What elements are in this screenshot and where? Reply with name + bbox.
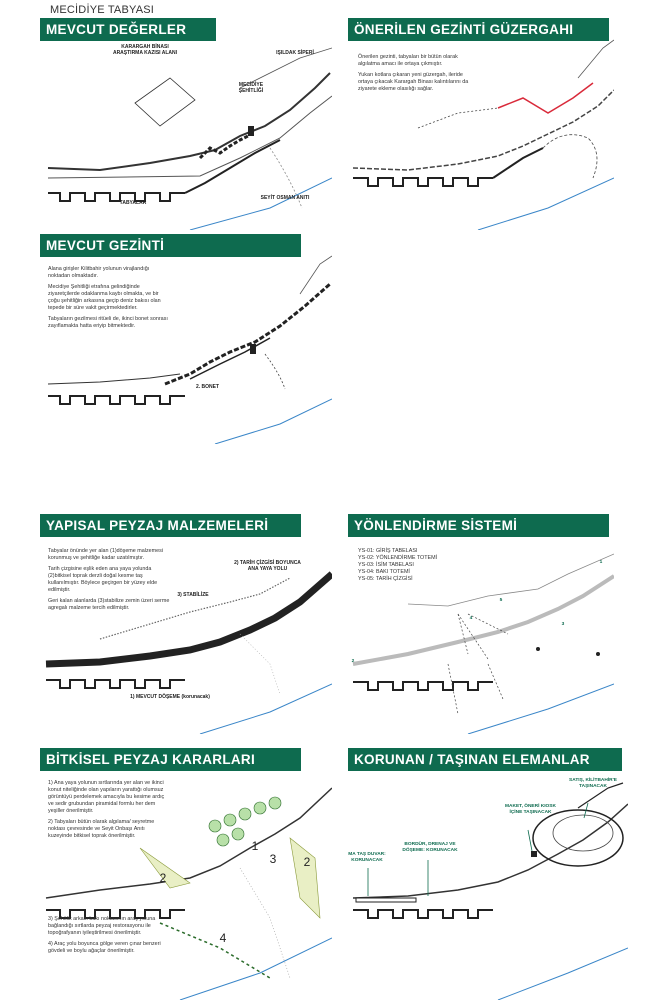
paragraph: Tabyalar önünde yer alan (1)döşeme malzemesi korunmuş ve şehitliğe kadar uzatılmıştır. xyxy=(48,548,164,561)
paragraph: Tabyaların gezilmesi ritüeli de, ikinci bonet sonrası zayıflamakta hatta eriyip bitmektedir. xyxy=(48,316,168,329)
panel-title: ÖNERİLEN GEZİNTİ GÜZERGAHI xyxy=(348,18,609,41)
panel-description xyxy=(48,266,168,334)
panel-title: MEVCUT GEZİNTİ xyxy=(40,234,301,257)
paragraph: Önerilen gezinti, tabyaları bir bütün olarak algılatma amacı ile ortaya çıkmıştır. xyxy=(358,54,458,67)
panel-mevcut-gezinti xyxy=(40,234,332,444)
legend-item: YS-02: YÖNLENDİRME TOTEMİ xyxy=(358,555,438,561)
marker-3: 3 xyxy=(269,852,277,866)
label-tarih-cizgisi: 2) TARİH ÇİZGİSİ BOYUNCA ANA YAYA YOLU xyxy=(234,560,301,572)
marker-4: 4 xyxy=(219,931,227,945)
label-karargah: KARARGAH BİNASI ARAŞTIRMA KAZISI ALANI xyxy=(112,44,178,56)
label-satis: SATIŞ, KİLİTBAHİR'E TAŞINACAK xyxy=(569,778,617,789)
legend xyxy=(358,548,468,583)
panel-title: YAPISAL PEYZAJ MALZEMELERİ xyxy=(40,514,301,537)
marker-4: 4 xyxy=(469,616,473,621)
site-plan-yonlendirme xyxy=(348,514,614,734)
marker-2: 2 xyxy=(159,871,167,885)
site-plan-onerilen-gezinti xyxy=(348,18,614,230)
paragraph: Tarih çizgisine eşlik eden ana yaya yolunda (2)bitkisel toprak derzli doğal kesme taş kullanılmıştır. Böylece geçirgen bir yüzey elde edilmiştir. xyxy=(48,566,158,593)
label-bordur: BORDÜR, DRENAJ VE DÖŞEME: KORUNACAK xyxy=(402,842,458,853)
marker-1: 1 xyxy=(599,560,603,565)
panel-yapisal-peyzaj xyxy=(40,514,332,734)
paragraph: Yukarı kotlara çıkaran yeni güzergah, ileride ortaya çıkacak Karargah Binası kalıntılarını da ziyarete ekleme olasılığı sağlar. xyxy=(358,72,469,92)
paragraph: Mecidiye Şehitliği etrafına gelindiğinde ziyaretçilerde odaklanma kaybı olmakta, ve bir çoğu şehitliğin arkasına geçip deniz bakısı olan tepede bir süre vakit geçirmektedirler. xyxy=(48,284,161,311)
panel-description xyxy=(358,54,473,97)
panel-korunan-tasinan xyxy=(348,748,628,1000)
paragraph: 4) Araç yolu boyunca gölge veren çınar benzeri gövdeli ve boylu ağaçlar önerilmiştir. xyxy=(48,941,161,954)
paragraph: 1) Ana yaya yolunun sırtlarında yer alan ve ikinci konut niteliğinde olan yapıların yarattığı olumsuz görüntüyü perdelemek amacıyla bu kesime ardıç ve sedir grubundan piramidal formlu her dem yeşiller önerilmiştir. xyxy=(48,780,165,814)
legend-item: YS-05: TARİH ÇİZGİSİ xyxy=(358,576,413,582)
label-bonet: 2. BONET xyxy=(195,384,220,390)
panel-mevcut-degerler xyxy=(40,18,332,230)
paragraph: 3) Şehitlik arkası bakı noktasının araç yoluna bağlandığı sırtlarda peyzaj restorasyonu ile topoğrafyanın iyileştirilmesi önerilmiştir. xyxy=(48,916,156,936)
label-stabilize: 3) STABİLİZE xyxy=(177,592,209,598)
label-sehitlik: MECİDİYE ŞEHİTLİĞİ xyxy=(238,82,264,94)
panel-yonlendirme xyxy=(348,514,614,734)
label-seyit: SEYİT OSMAN ANITI xyxy=(260,195,310,201)
label-mevcut-doseme: 1) MEVCUT DÖŞEME (korunacak) xyxy=(130,694,210,700)
label-maket: MAKET, ÖNERİ KIOSK İÇİNE TAŞINACAK xyxy=(505,804,556,815)
label-tas-duvar: MA TAŞ DUVAR: KORUNACAK xyxy=(348,852,386,863)
page-title: MECİDİYE TABYASI xyxy=(50,4,155,16)
panel-description-lower xyxy=(48,916,166,959)
paragraph: Alana girişler Kilitbahir yolunun virajlandığı noktadan olmaktadır. xyxy=(48,266,150,279)
label-isildak: IŞILDAK SİPERİ xyxy=(276,50,314,56)
panel-description xyxy=(48,548,173,616)
legend-item: YS-03: İSİM TABELASI xyxy=(358,562,414,568)
marker-1: 1 xyxy=(251,839,259,853)
marker-3: 3 xyxy=(561,622,565,627)
panel-title: BİTKİSEL PEYZAJ KARARLARI xyxy=(40,748,301,771)
site-plan-yapisal-peyzaj xyxy=(40,514,332,734)
legend-item: YS-01: GİRİŞ TABELASI xyxy=(358,548,418,554)
panel-onerilen-gezinti xyxy=(348,18,614,230)
marker-2b: 2 xyxy=(303,855,311,869)
panel-bitkisel-peyzaj xyxy=(40,748,332,1000)
paragraph: 2) Tabyaları bütün olarak algılama/ seyretme noktası çevresinde ve Seyit Onbaşı Anıtı kuzeyinde bitkisel toprak önerilmiştir. xyxy=(48,819,155,839)
panel-title: KORUNAN / TAŞINAN ELEMANLAR xyxy=(348,748,622,771)
panel-description xyxy=(48,780,166,844)
legend-item: YS-04: BAKI TOTEMİ xyxy=(358,569,410,575)
marker-2: 2 xyxy=(351,659,355,664)
panel-title: MEVCUT DEĞERLER xyxy=(40,18,216,41)
label-tabyalar: TABYALAR xyxy=(119,200,147,206)
marker-5: 5 xyxy=(499,598,503,603)
panel-title: YÖNLENDİRME SİSTEMİ xyxy=(348,514,609,537)
paragraph: Geri kalan alanlarda (3)stabilize zemin üzeri serme agregalı malzeme tercih edilmiştir. xyxy=(48,598,170,611)
